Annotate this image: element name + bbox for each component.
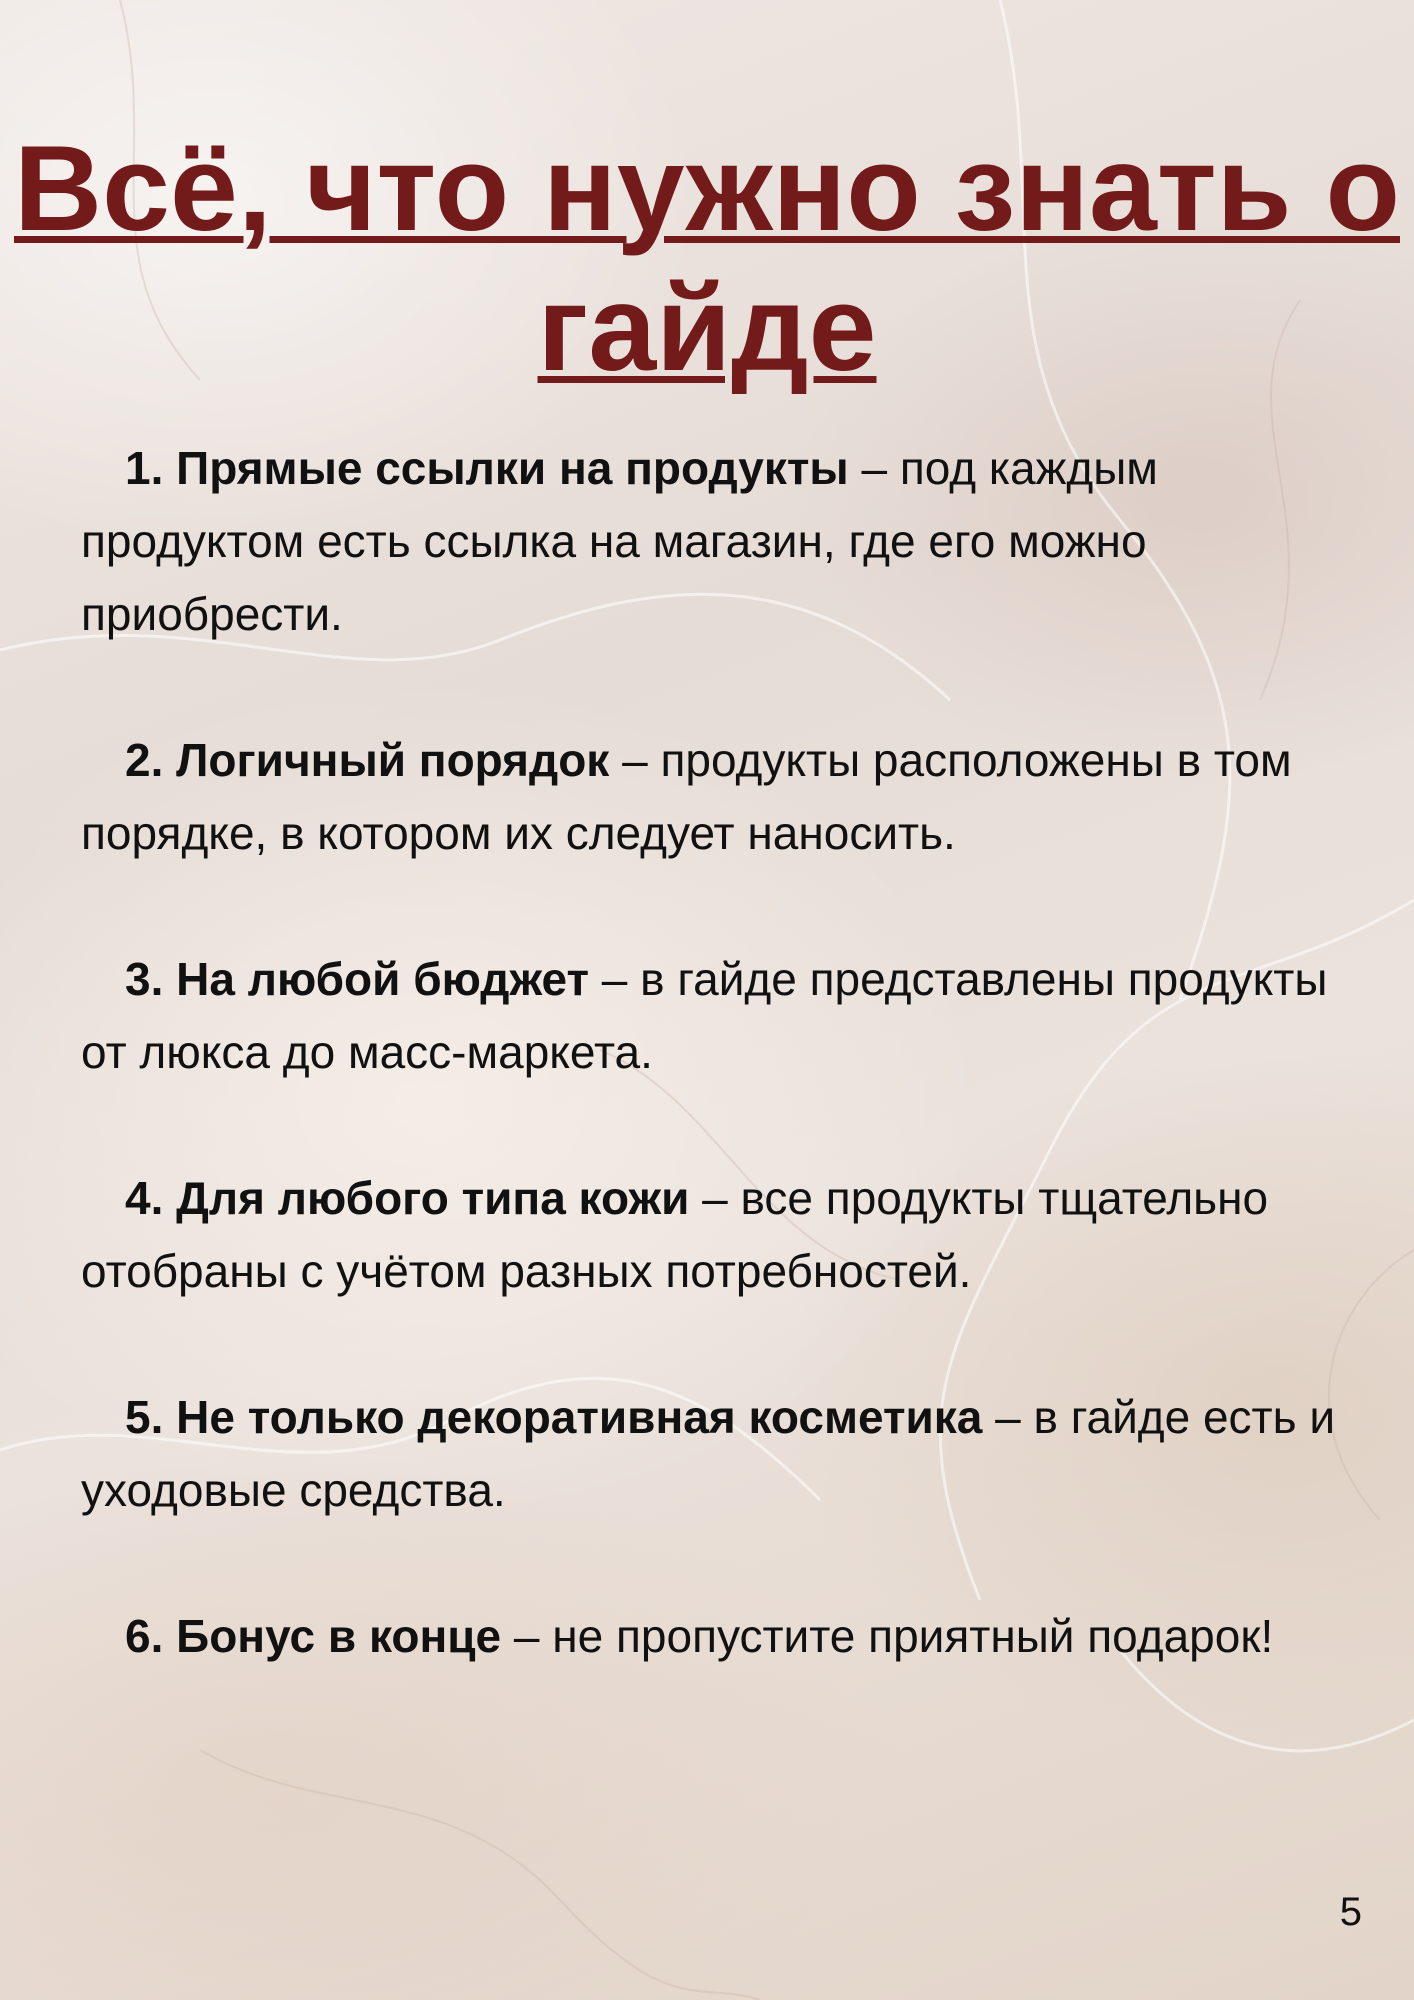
item-heading: 2. Логичный порядок (125, 734, 610, 786)
item-text: – под каждым продуктом есть ссылка на магазин, где его можно приобрести. (81, 442, 1158, 640)
item-text: – в гайде представлены продукты от люкса до масс-маркета. (81, 953, 1328, 1078)
item-heading: 3. На любой бюджет (125, 953, 589, 1005)
list-item (81, 432, 1341, 651)
list-item (81, 1162, 1341, 1308)
list-item (81, 1381, 1341, 1527)
list-item (81, 943, 1341, 1089)
item-heading: 6. Бонус в конце (125, 1610, 502, 1662)
list-item (81, 724, 1341, 870)
item-text: – не пропустите приятный подарок! (501, 1610, 1274, 1662)
feature-list (81, 432, 1341, 1746)
item-heading: 1. Прямые ссылки на продукты (125, 442, 849, 494)
item-text: – продукты расположены в том порядке, в котором их следует наносить. (81, 734, 1292, 859)
item-heading: 4. Для любого типа кожи (125, 1172, 690, 1224)
page-title: Всё, что нужно знать о гайде (14, 120, 1400, 396)
list-item (81, 1600, 1341, 1673)
item-text: – в гайде есть и уходовые средства. (81, 1391, 1336, 1516)
item-heading: 5. Не только декоративная косметика (125, 1391, 983, 1443)
item-text: – все продукты тщательно отобраны с учётом разных потребностей. (81, 1172, 1269, 1297)
page-number: 5 (1339, 1890, 1362, 1934)
